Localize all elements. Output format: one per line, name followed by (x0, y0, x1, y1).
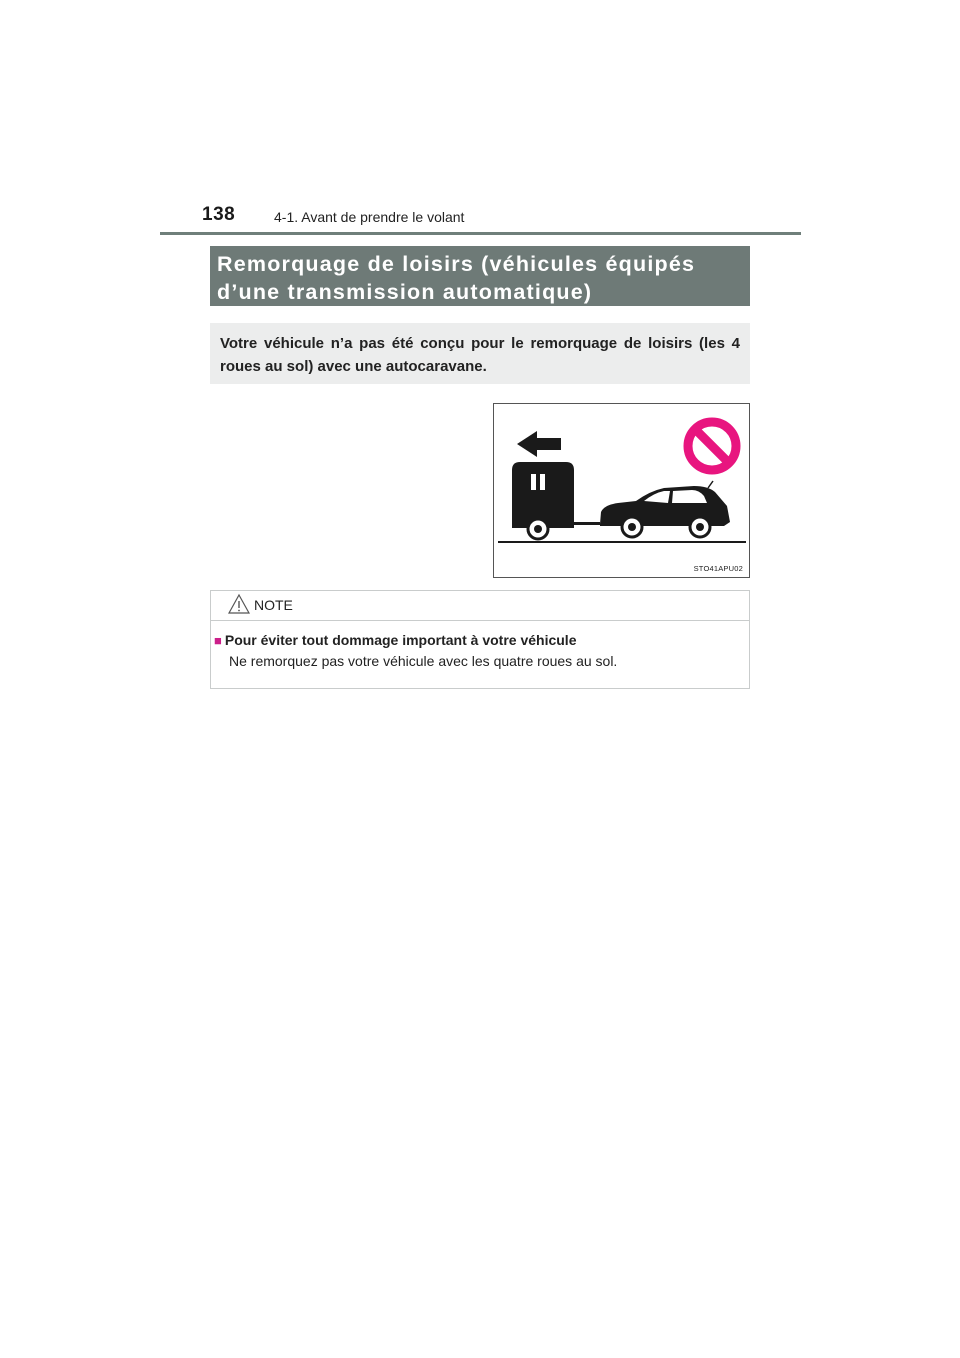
square-bullet-icon: ■ (214, 633, 222, 648)
section-title-box (210, 246, 750, 306)
section-header: 4-1. Avant de prendre le volant (274, 209, 465, 225)
prohibition-icon (688, 422, 736, 470)
header-divider (160, 232, 801, 235)
note-header (211, 591, 749, 621)
towing-illustration-svg (494, 404, 750, 578)
arrow-left-icon (517, 431, 561, 457)
intro-box (210, 323, 750, 384)
note-item-title-text: Pour éviter tout dommage important à votre véhicule (224, 632, 577, 648)
note-box (210, 590, 750, 689)
note-item-body: Ne remorquez pas votre véhicule avec les quatre roues au sol. (229, 653, 618, 669)
section-title-line-2: d’une transmission automatique) (217, 280, 593, 304)
towing-illustration (493, 403, 750, 578)
warning-triangle-icon (228, 593, 250, 615)
camper-trailer-icon (512, 462, 600, 539)
note-label: NOTE (254, 597, 293, 613)
section-title-line-1: Remorquage de loisirs (véhicules équipés (217, 252, 696, 276)
page-number: 138 (202, 204, 236, 225)
car-icon (600, 481, 730, 537)
note-item-title (214, 632, 577, 648)
intro-text: Votre véhicule n’a pas été conçu pour le remorquage de loisirs (les 4 roues au sol) avec une autocaravane. (220, 335, 740, 375)
figure-code: STO41APU02 (693, 564, 743, 573)
